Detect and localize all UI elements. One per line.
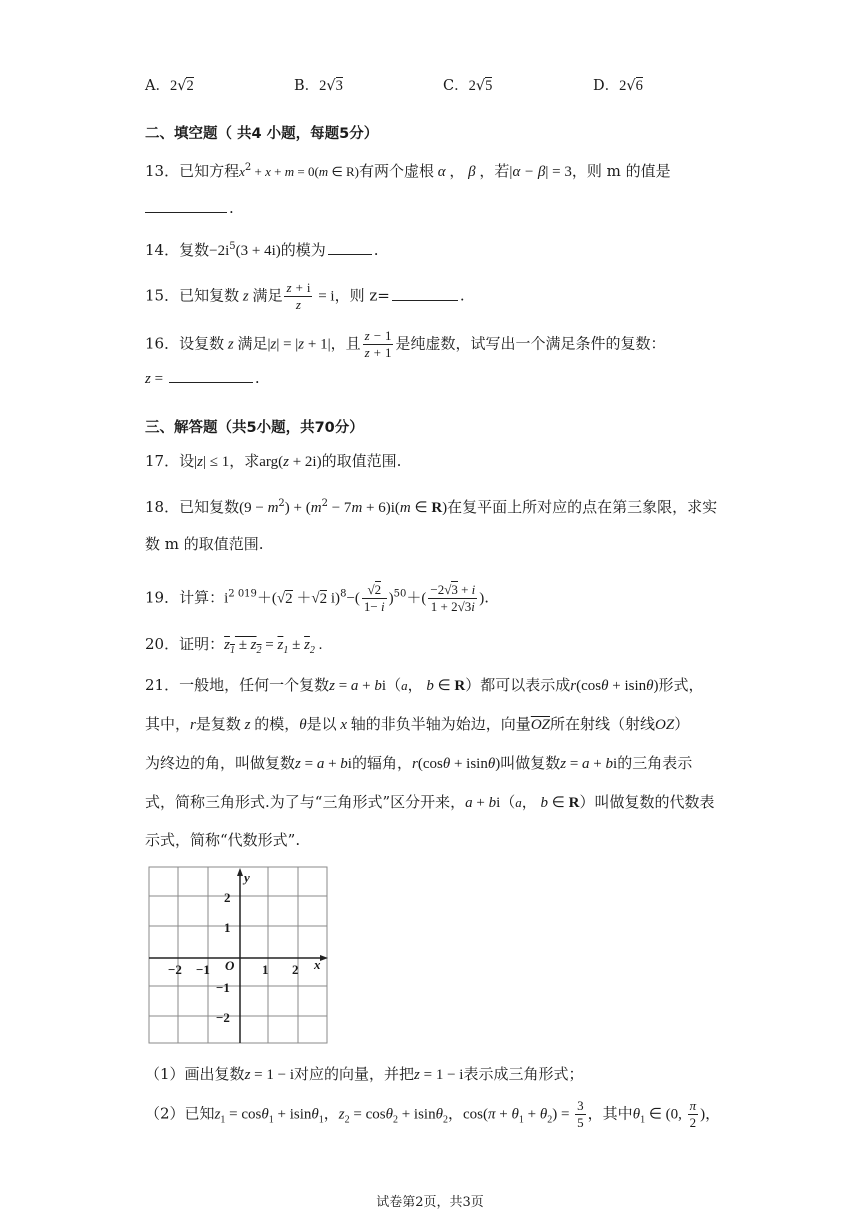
y-tick-2: 2 bbox=[224, 890, 231, 905]
answer-blank-13[interactable] bbox=[145, 198, 227, 213]
question-21-line-2: 其中，r是复数 z 的模，θ是以 x 轴的非负半轴为始边，向量$\overline{OZ}$所在射线（射线OZ） bbox=[145, 715, 690, 733]
question-20: 20．证明：$z_1 \pm z_2 = \overline{z}_1 \pm \overline{z}_2$ . bbox=[145, 635, 323, 656]
question-21-line-3: 为终边的角，叫做复数z = a + bi的辐角，r(cosθ + isinθ)叫做复数z = a + bi的三角表示 bbox=[145, 754, 693, 772]
answer-blank-14[interactable] bbox=[328, 240, 372, 255]
y-tick-neg1: −1 bbox=[216, 980, 230, 995]
question-18-cont: 数 m 的取值范围. bbox=[145, 535, 264, 553]
x-tick-neg2: −2 bbox=[168, 962, 182, 977]
origin-label: O bbox=[225, 958, 235, 973]
question-16-answer-line: z = . bbox=[145, 369, 260, 387]
question-21-line-1: 21．一般地，任何一个复数z = a + bi（a， b ∈ R）都可以表示成r(cosθ + isinθ)形式， bbox=[145, 676, 704, 694]
y-tick-neg2: −2 bbox=[216, 1010, 230, 1025]
section-heading-fill-in: 二、填空题（ 共4 小题，每题5分） bbox=[145, 126, 379, 142]
question-13-answer-line: . bbox=[145, 198, 234, 218]
option-c: C．2√5 bbox=[443, 78, 493, 94]
option-b: B．2√3 bbox=[294, 78, 343, 94]
option-d: D．2√6 bbox=[593, 78, 643, 94]
question-21-line-4: 式，简称三角形式.为了与“三角形式”区分开来，a + bi（a， b ∈ R）叫做复数的代数表 bbox=[145, 793, 715, 811]
question-15: 15．已知复数 z 满足 $\frac{z + i}{z}$ = i，则 z= . bbox=[145, 280, 465, 312]
y-axis-label: y bbox=[244, 870, 250, 885]
section-heading-answer: 三、解答题（共5小题，共70分） bbox=[145, 420, 364, 436]
question-17: 17．设|z| ≤ 1，求arg(z + 2i)的取值范围. bbox=[145, 452, 402, 470]
question-21-part-1: （1）画出复数z = 1 − i对应的向量，并把z = 1 − i表示成三角形式； bbox=[145, 1065, 584, 1083]
question-21-part-2: （2）已知$z_1 = \cos\theta_1 + isin\theta_1$，$z_2 = \cos\theta_2 + isin\theta_2$，$\cos(\pi + \theta_1 + \theta_2)$ = $\frac{3}{5}$ ，其中$\theta_1$ ∈ (0, $\frac{\pi}{2}$ )， bbox=[145, 1098, 721, 1130]
x-tick-neg1: −1 bbox=[196, 962, 210, 977]
question-13: 13．已知方程$x^2 + x + m = 0(m$ ∈ R)有两个虚根 α ， β ，若|α − β| = 3，则 m 的值是 bbox=[145, 162, 671, 180]
y-axis-arrow bbox=[237, 868, 243, 876]
answer-blank-16[interactable] bbox=[169, 368, 253, 383]
question-19: 19．计算：$i^{2 019}+(√2 +√2$ i)$^8$−( $\frac{√2}{1- i}$ )$^{50}$＋( $\frac{-2√3 + i}{1 + 2√3i}$ ). bbox=[145, 582, 490, 614]
page-footer: 试卷第2页，共3页 bbox=[376, 1195, 484, 1210]
question-14: 14．复数$-2i^5(3 + 4i)$的模为 . bbox=[145, 241, 379, 259]
question-16: 16．设复数 z 满足|z| = |z + 1|，且 $\frac{z - 1}{z + 1}$ 是纯虚数，试写出一个满足条件的复数： bbox=[145, 328, 666, 360]
coordinate-grid bbox=[148, 866, 330, 1046]
question-21-line-5: 示式，简称“代数形式”. bbox=[145, 831, 301, 849]
x-axis-label: x bbox=[314, 957, 321, 972]
option-a: A．2√2 bbox=[145, 78, 194, 94]
grid-lines bbox=[149, 867, 327, 1043]
y-tick-1: 1 bbox=[224, 920, 231, 935]
x-tick-2: 2 bbox=[292, 962, 299, 977]
question-18: 18．已知复数$(9 - m^2) + (m^2 - 7m + 6)i(m$ ∈ R)在复平面上所对应的点在第三象限，求实 bbox=[145, 498, 718, 516]
answer-blank-15[interactable] bbox=[392, 286, 458, 301]
x-tick-1: 1 bbox=[262, 962, 269, 977]
